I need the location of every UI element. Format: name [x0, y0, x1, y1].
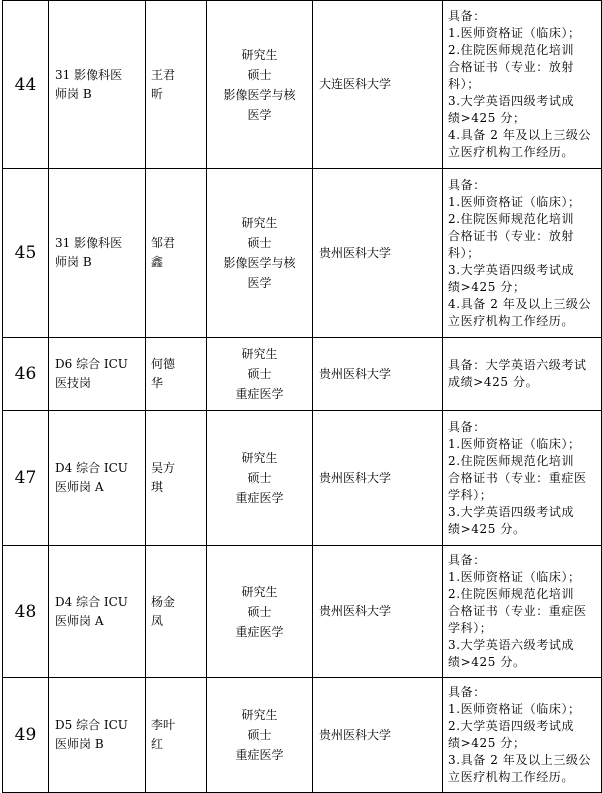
requirement-line: 4.具备 2 年及以上三级公: [448, 296, 592, 311]
requirement-line: 3.大学英语四级考试成: [448, 504, 575, 519]
requirements-cell: [443, 338, 602, 411]
requirement-line: 2.住院医师规范化培训: [448, 587, 575, 601]
requirement-line: 立医疗机构工作经历。: [448, 145, 575, 159]
requirement-line: 1.医师资格证（临床）；: [448, 194, 581, 209]
post-line: 医师岗 A: [55, 613, 104, 628]
degree-line: 医学: [247, 276, 272, 290]
name-cell: [146, 678, 207, 793]
requirements-cell: [443, 411, 602, 546]
degree-line: 研究生: [241, 47, 278, 62]
degree-cell: [207, 1, 313, 169]
requirement-line: 学科）；: [448, 487, 493, 502]
name-cell: [146, 169, 207, 338]
requirement-line: 科）；: [448, 245, 480, 260]
degree-line: 硕士: [247, 471, 272, 485]
requirement-line: 绩>425 分；: [448, 279, 526, 294]
degree-line: 硕士: [247, 367, 272, 381]
school-cell: 贵州医科大学: [313, 411, 443, 546]
school-cell: 贵州医科大学: [313, 169, 443, 338]
requirement-line: 立医疗机构工作经历。: [448, 313, 575, 328]
post-line: D6 综合 ICU: [55, 357, 128, 371]
requirement-line: 4.具备 2 年及以上三级公: [448, 128, 592, 142]
name-cell: [146, 411, 207, 546]
degree-line: 影像医学与核: [223, 256, 296, 270]
requirement-line: 3.大学英语四级考试成: [448, 94, 575, 108]
name-line: 王君: [151, 67, 176, 82]
degree-line: 研究生: [241, 216, 278, 230]
name-line: 凤: [151, 613, 164, 628]
post-cell: [49, 411, 146, 546]
requirement-line: 立医疗机构工作经历。: [448, 770, 575, 784]
requirement-line: 具备：: [448, 685, 486, 699]
degree-line: 研究生: [241, 347, 278, 361]
school-cell: 贵州医科大学: [313, 546, 443, 678]
requirement-line: 合格证书（专业：重症医: [448, 604, 587, 618]
post-line: 医师岗 A: [55, 480, 104, 494]
requirement-line: 2.住院医师规范化培训: [448, 43, 575, 57]
requirement-line: 3.具备 2 年及以上三级公: [448, 753, 592, 767]
degree-line: 重症医学: [235, 748, 284, 762]
requirement-line: 3.大学英语四级考试成: [448, 262, 575, 277]
requirement-line: 绩>425 分；: [448, 111, 526, 125]
requirement-line: 2.住院医师规范化培训: [448, 211, 575, 226]
degree-line: 硕士: [247, 236, 272, 250]
school-cell: 大连医科大学: [313, 1, 443, 169]
requirement-line: 1.医师资格证（临床）；: [448, 26, 581, 40]
post-cell: [49, 678, 146, 793]
recruitment-table: [2, 0, 602, 793]
row-number: 47: [3, 411, 49, 546]
post-line: D4 综合 ICU: [55, 461, 128, 475]
degree-line: 重症医学: [235, 491, 284, 505]
requirement-line: 1.医师资格证（临床）；: [448, 436, 581, 451]
name-line: 鑫: [151, 255, 164, 269]
degree-cell: [207, 678, 313, 793]
requirement-line: 1.医师资格证（临床）；: [448, 702, 581, 716]
name-line: 杨金: [151, 594, 176, 609]
degree-line: 硕士: [247, 728, 272, 742]
name-line: 邹君: [151, 236, 176, 250]
degree-cell: [207, 169, 313, 338]
name-line: 华: [151, 376, 164, 390]
degree-line: 硕士: [247, 604, 272, 619]
name-cell: [146, 1, 207, 169]
degree-line: 研究生: [241, 708, 278, 722]
requirements-cell: [443, 546, 602, 678]
name-line: 琪: [151, 480, 164, 494]
row-number: 44: [3, 1, 49, 169]
table-row: [3, 338, 602, 411]
degree-cell: [207, 411, 313, 546]
requirement-line: 合格证书（专业：放射: [448, 60, 575, 74]
name-line: 李叶: [151, 718, 176, 732]
post-line: 31 影像科医: [55, 67, 123, 82]
post-line: 31 影像科医: [55, 236, 123, 250]
name-line: 昕: [151, 86, 164, 101]
name-cell: [146, 546, 207, 678]
post-cell: [49, 546, 146, 678]
post-line: D4 综合 ICU: [55, 594, 128, 609]
row-number: 49: [3, 678, 49, 793]
requirements-cell: [443, 678, 602, 793]
school-cell: 贵州医科大学: [313, 678, 443, 793]
post-cell: [49, 1, 146, 169]
degree-line: 医学: [247, 107, 272, 122]
requirement-line: 具备：: [448, 419, 486, 434]
requirement-line: 具备：大学英语六级考试: [448, 358, 587, 372]
degree-line: 硕士: [247, 67, 272, 82]
requirement-line: 2.大学英语四级考试成: [448, 719, 575, 733]
row-number: 46: [3, 338, 49, 411]
requirement-line: 成绩>425 分。: [448, 375, 539, 389]
requirement-line: 具备：: [448, 177, 486, 192]
requirements-cell: [443, 169, 602, 338]
post-line: 师岗 B: [55, 255, 92, 269]
requirement-line: 3.大学英语六级考试成: [448, 638, 575, 652]
post-cell: [49, 169, 146, 338]
post-cell: [49, 338, 146, 411]
requirement-line: 合格证书（专业：重症医: [448, 470, 587, 485]
degree-line: 影像医学与核: [223, 87, 296, 102]
table-row: [3, 411, 602, 546]
post-line: D5 综合 ICU: [55, 718, 128, 732]
requirements-cell: [443, 1, 602, 169]
requirement-line: 具备：: [448, 553, 486, 567]
table-row: [3, 546, 602, 678]
table-row: [3, 1, 602, 169]
post-line: 医师岗 B: [55, 737, 104, 751]
requirement-line: 绩>425 分。: [448, 521, 526, 536]
requirement-line: 具备：: [448, 9, 486, 23]
row-number: 45: [3, 169, 49, 338]
degree-line: 研究生: [241, 584, 278, 599]
name-line: 吴方: [151, 461, 176, 475]
degree-line: 重症医学: [235, 387, 284, 401]
name-line: 红: [151, 737, 164, 751]
requirement-line: 合格证书（专业：放射: [448, 228, 575, 243]
requirement-line: 科）；: [448, 77, 480, 91]
name-line: 何德: [151, 357, 176, 371]
degree-line: 重症医学: [235, 624, 284, 639]
degree-cell: [207, 546, 313, 678]
requirement-line: 学科）；: [448, 621, 493, 635]
table-row: [3, 678, 602, 793]
post-line: 医技岗: [55, 376, 92, 390]
table-row: [3, 169, 602, 338]
degree-cell: [207, 338, 313, 411]
degree-line: 研究生: [241, 451, 278, 465]
row-number: 48: [3, 546, 49, 678]
post-line: 师岗 B: [55, 86, 92, 101]
requirement-line: 2.住院医师规范化培训: [448, 453, 575, 468]
requirement-line: 绩>425 分。: [448, 655, 526, 669]
name-cell: [146, 338, 207, 411]
requirement-line: 1.医师资格证（临床）；: [448, 570, 581, 584]
school-cell: 贵州医科大学: [313, 338, 443, 411]
requirement-line: 绩>425 分；: [448, 736, 526, 750]
